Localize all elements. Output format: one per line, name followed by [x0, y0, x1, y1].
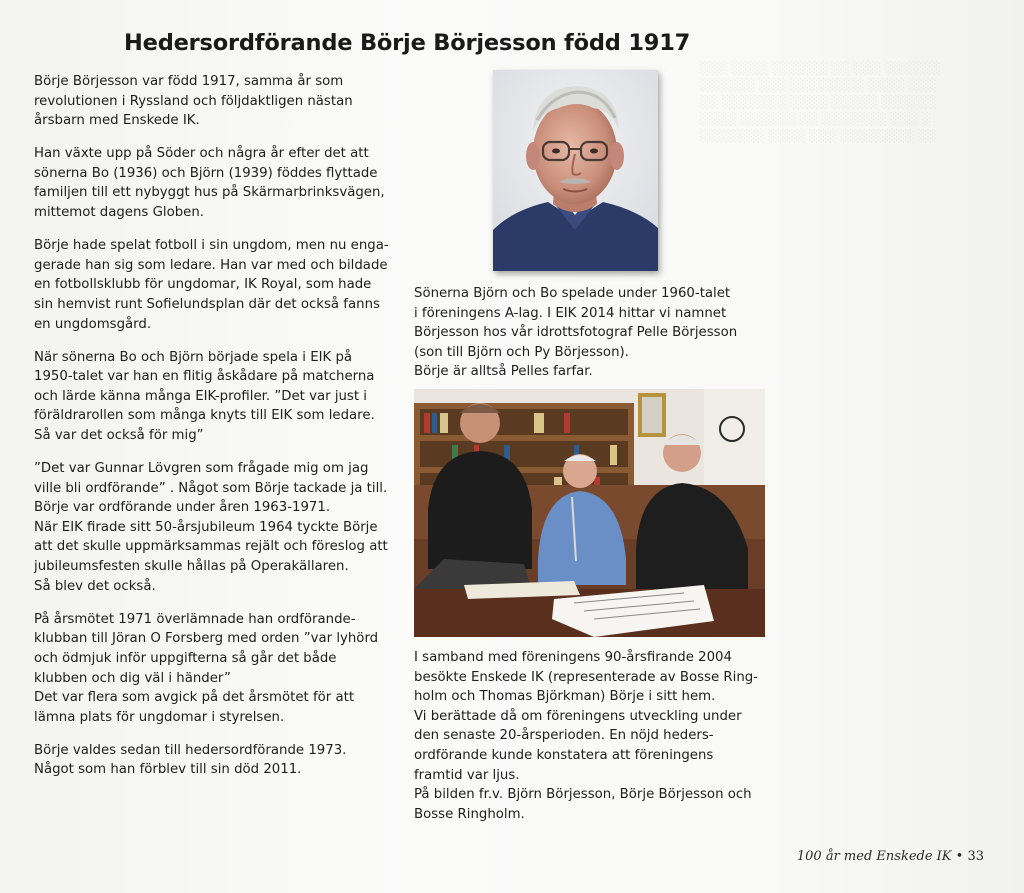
caption-sons: Sönerna Björn och Bo spelade under 1960-talet i föreningens A-lag. I EIK 2014 hittar vi namnet Börjesson hos vår idrottsfotograf Pelle Börjesson (son till Björn och Py Börjesson). Börje är alltså Pelles farfar. — [414, 286, 738, 380]
paragraph-ik-royal: Börje hade spelat fotboll i sin ungdom, men nu enga- gerade han sig som ledare. Han var med och bildade en fotbollsklubb för ungdomar, IK Royal, som hade sin hemvist runt Sofielundsplan där det också fanns en ungdomsgård. — [34, 238, 389, 332]
page-title: Hedersordförande Börje Börjesson född 1917 — [124, 30, 691, 56]
page-footer — [797, 849, 984, 864]
caption-visit: I samband med föreningens 90-årsfirande 2004 besökte Enskede IK (representerade av Bosse Ring- holm och Thomas Björkman) Börje i sitt hem. Vi berättade då om föreningens utveckling under den senaste 20-årsperioden. En nöjd heders- ordförande kunde konstatera att föreningens framtid var ljus. På bilden fr.v. Björn Börjesson, Börje Börjesson och Bosse Ringholm. — [414, 650, 758, 822]
paragraph-handover: På årsmötet 1971 överlämnade han ordförande- klubban till Jöran O Forsberg med orden ”var lyhörd och ödmjuk inför uppgifterna så går det både klubben och dig väl i händer” Det var flera som avgick på det årsmötet för att lämna plats för ungdomar i styrelsen. — [34, 611, 379, 725]
paragraph-sons: När sönerna Bo och Björn började spela i EIK på 1950-talet var han en flitig åskådare på matcherna och lärde känna många EIK-profiler. ”Det var just i föräldrarollen som många knyts till EIK som ledare. Så var det också för mig” — [34, 349, 375, 443]
group-photo — [414, 389, 765, 637]
left-column — [34, 72, 392, 794]
portrait-photo — [493, 70, 658, 271]
show-through-text: ░░░ ░░░░ ░░░░░░ ░░ ░░░ ░░░░░░ ░░░░░░ ░░░ ░░░░░░░░ ░░░░ ░░░ ░░ ░░░░░░░ ░░░░ ░░░░░ ░░░░░░ ░░░░ ░░░░░░ ░░ ░░░░░░░ ░░░ ░ ░░░░░░░ ░░░░ ░░░ ░░░░░░░░ ░░ — [700, 61, 941, 143]
paragraph-honorary: Börje valdes sedan till hedersordförande 1973. Något som han förblev till sin död 2011. — [34, 742, 347, 778]
page-number: 33 — [967, 849, 984, 864]
paragraph-childhood: Han växte upp på Söder och några år efter det att sönerna Bo (1936) och Björn (1939) föddes flyttade familjen till ett nybyggt hus på Skärmarbrinksvägen, mittemot dagens Globen. — [34, 146, 385, 221]
publication-name: 100 år med Enskede IK — [796, 849, 952, 864]
footer-separator: • — [951, 849, 968, 864]
paragraph-chairman: ”Det var Gunnar Lövgren som frågade mig om jag ville bli ordförande” . Något som Börje tackade ja till. Börje var ordförande under åren 1963-1971. När EIK firade sitt 50-årsjubileum 1964 tyckte Börje att det skulle uppmärksammas rejält och föreslog att jubileumsfesten skulle hållas på Operakällaren. Så blev det också. — [34, 461, 388, 594]
paragraph-birth: Börje Börjesson var född 1917, samma år som revolutionen i Ryssland och följdaktligen nästan årsbarn med Enskede IK. — [34, 74, 353, 129]
